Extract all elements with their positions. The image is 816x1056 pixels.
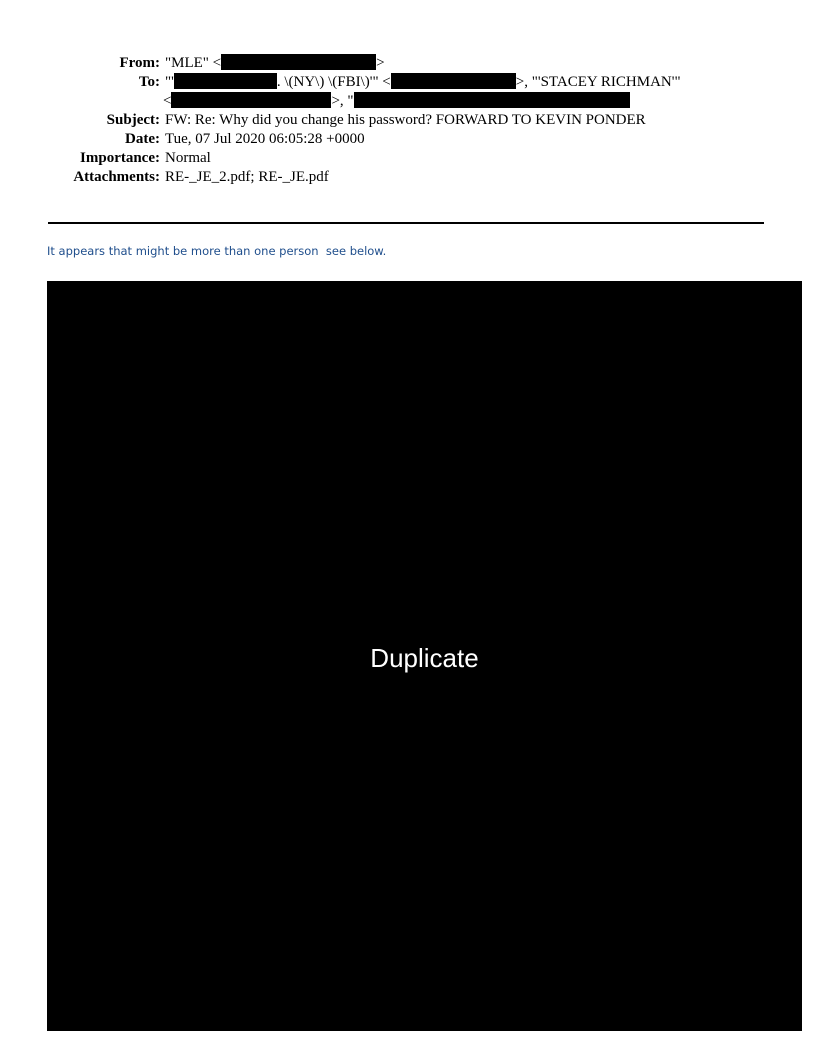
email-header [0, 54, 816, 187]
redaction-block [47, 281, 802, 1031]
to-row [0, 73, 816, 92]
date-label: Date: [125, 131, 160, 147]
from-suffix: > [376, 55, 385, 71]
to-line2-part2: >, " [331, 93, 354, 109]
body-note: It appears that might be more than one person see below. [47, 244, 387, 258]
from-prefix: "MLE" < [165, 55, 222, 71]
to-line2-prefix: < [163, 93, 172, 109]
importance-label: Importance: [80, 150, 160, 166]
redaction-bar [391, 73, 516, 89]
duplicate-label: Duplicate [370, 643, 479, 673]
to-prefix: "' [165, 74, 174, 90]
redaction-bar [171, 92, 331, 108]
importance-value: Normal [165, 150, 211, 166]
subject-value: FW: Re: Why did you change his password? FORWARD TO KEVIN PONDER [165, 112, 646, 128]
from-label: From: [119, 55, 160, 71]
attachments-row [0, 168, 816, 187]
attachments-value: RE-_JE_2.pdf; RE-_JE.pdf [165, 169, 329, 185]
from-row [0, 54, 816, 73]
to-value-line2 [163, 92, 630, 111]
date-value: Tue, 07 Jul 2020 06:05:28 +0000 [165, 131, 365, 147]
to-label: To: [138, 74, 160, 90]
subject-row [0, 111, 816, 130]
redaction-bar [174, 73, 277, 89]
to-value-line1 [165, 73, 681, 92]
to-part3: >, "'STACEY RICHMAN'" [515, 74, 681, 90]
to-row-continued [0, 92, 816, 111]
to-part2: . \(NY\) \(FBI\)'" < [276, 74, 391, 90]
header-divider [48, 222, 764, 224]
importance-row [0, 149, 816, 168]
redaction-bar [221, 54, 376, 70]
attachments-label: Attachments: [73, 169, 160, 185]
from-value [165, 54, 385, 73]
subject-label: Subject: [106, 112, 160, 128]
date-row [0, 130, 816, 149]
redaction-bar [354, 92, 630, 108]
